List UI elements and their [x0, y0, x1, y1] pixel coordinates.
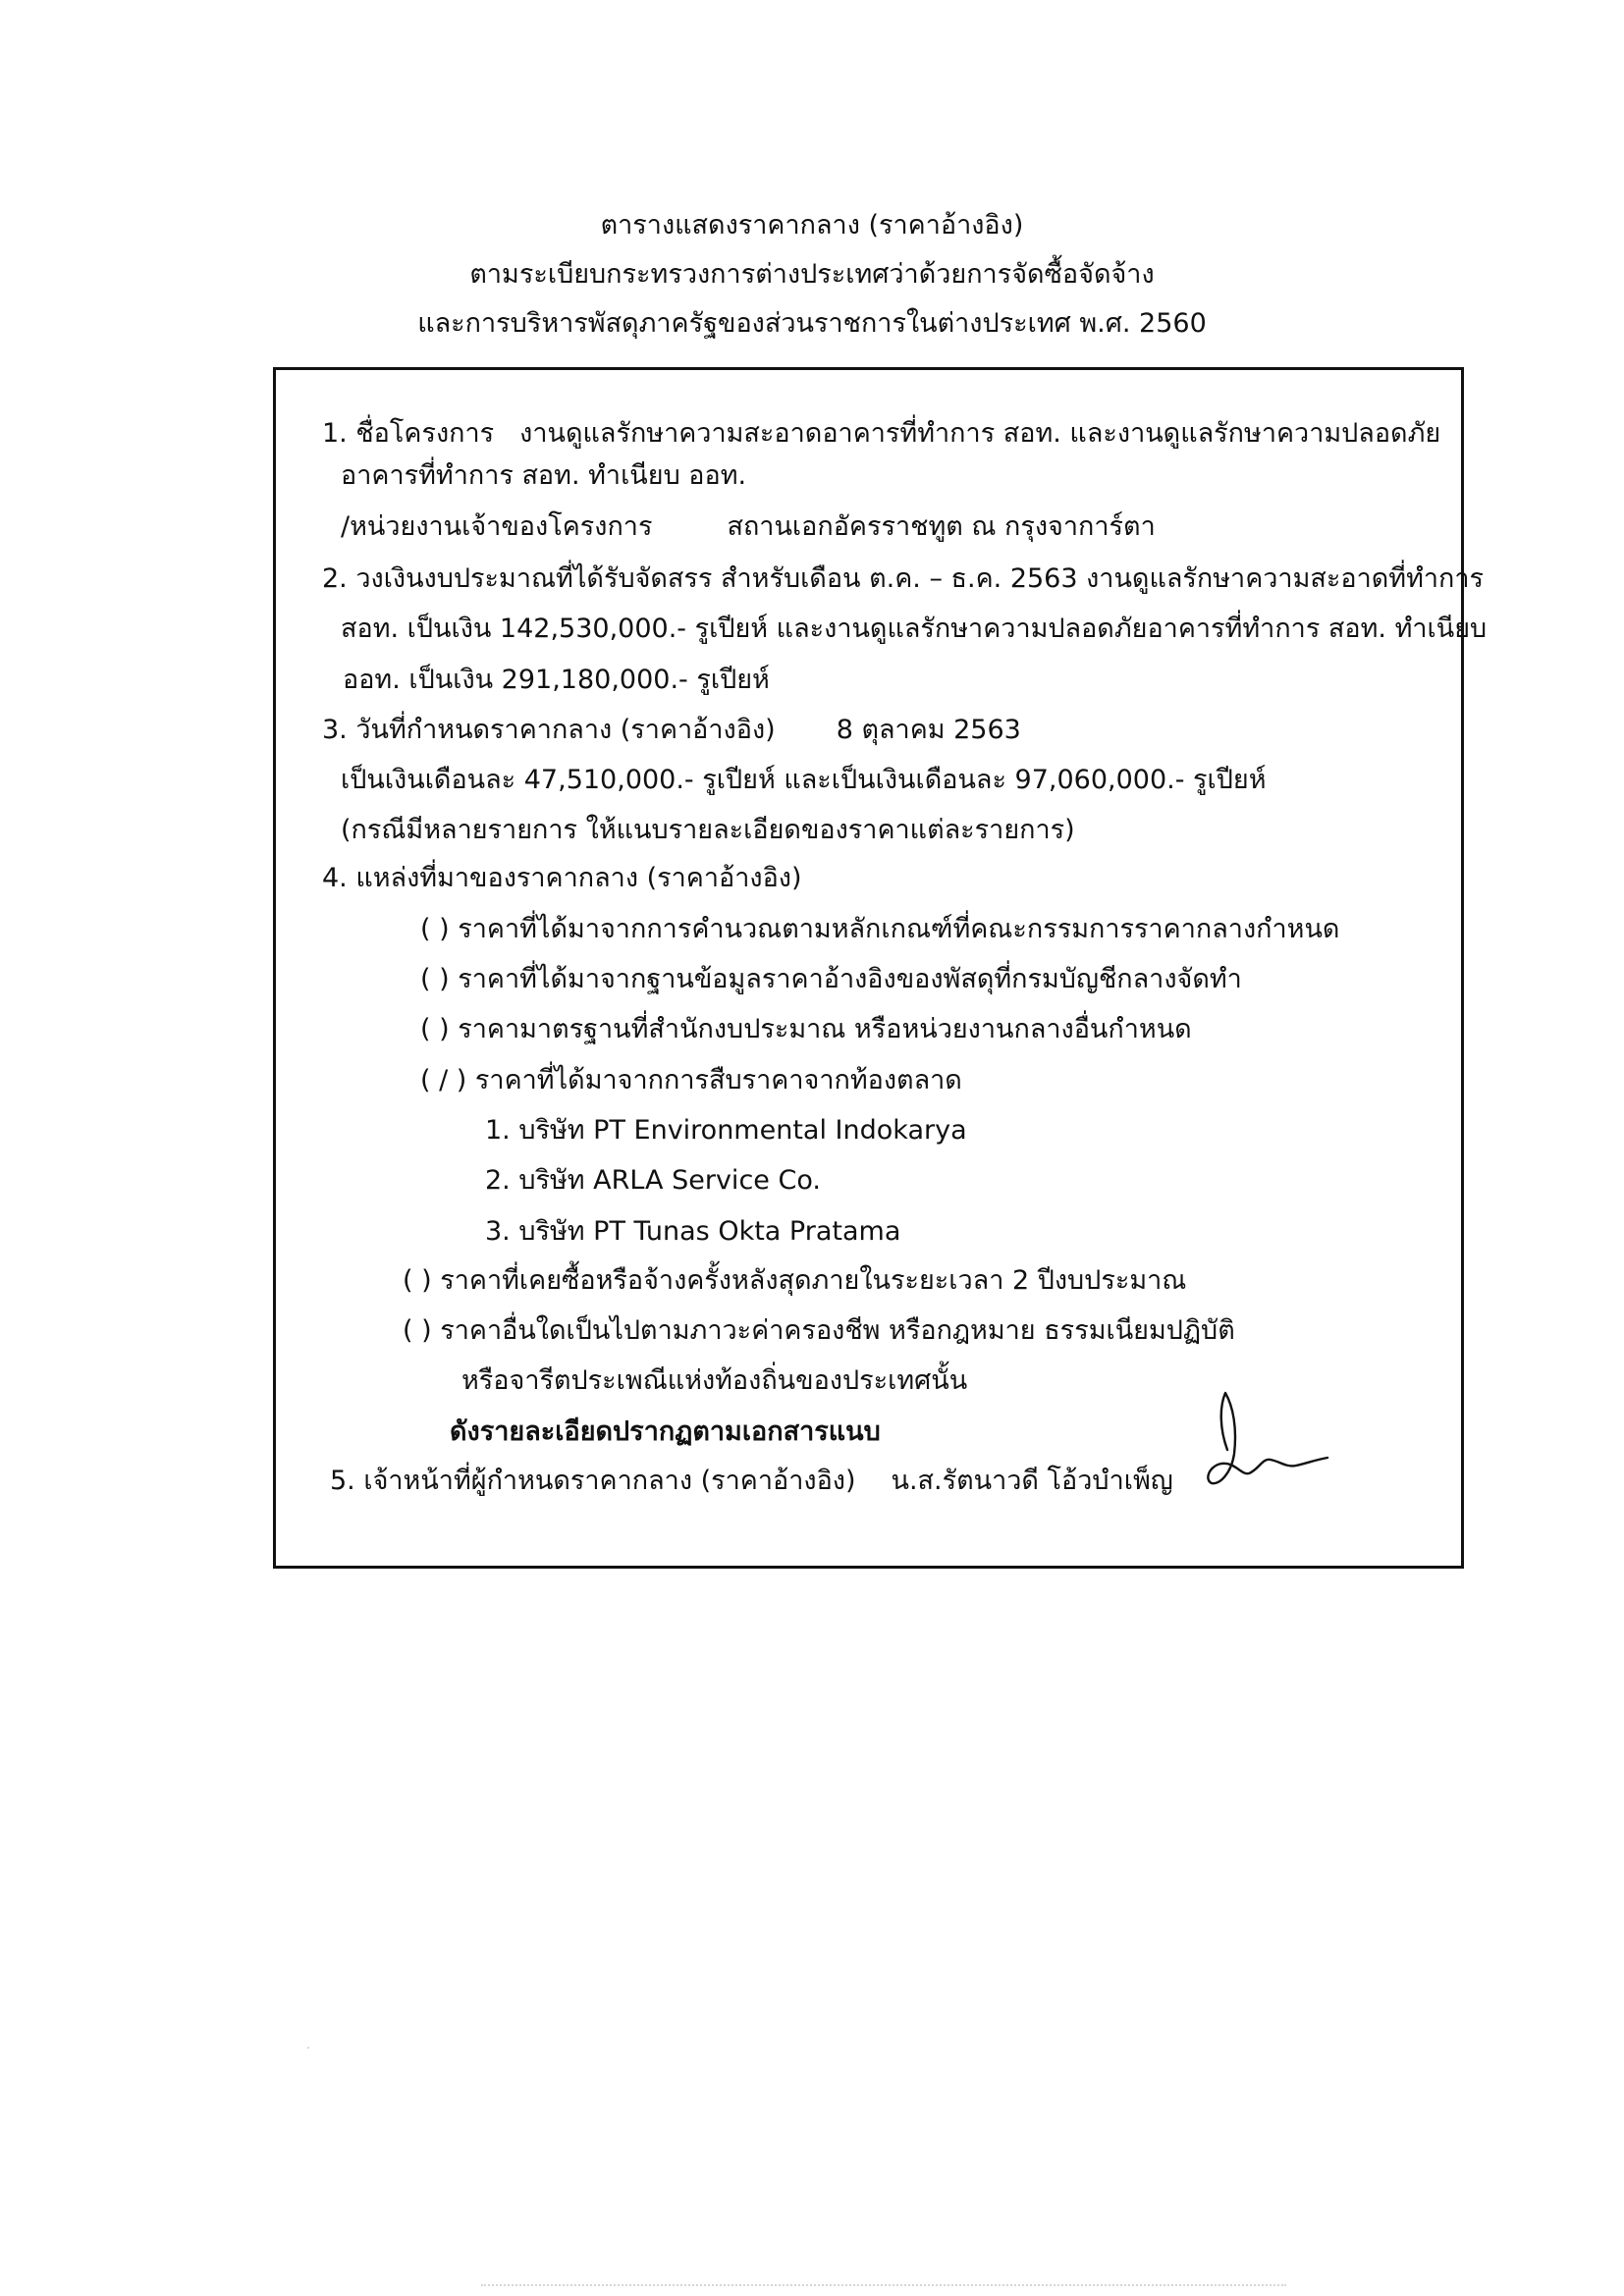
scan-artifact-line: [481, 2284, 1286, 2286]
item1-agency-line: [341, 507, 1156, 547]
item4-option-3: ( ) ราคามาตรฐานที่สำนักงบประมาณ หรือหน่วยงานกลางอื่นกำหนด: [420, 1014, 1192, 1044]
item5-line: [330, 1462, 1173, 1501]
item4-option-1: ( ) ราคาที่ได้มาจากการคำนวณตามหลักเกณฑ์ที่คณะกรรมการราคากลางกำหนด: [420, 914, 1340, 944]
item3-date: 8 ตุลาคม 2563: [836, 715, 1021, 745]
item3-line1: [322, 711, 1021, 750]
item4-company-3: 3. บริษัท PT Tunas Okta Pratama: [485, 1216, 901, 1247]
item4-option-6-cont: หรือจารีตประเพณีแห่งท้องถิ่นของประเทศนั้น: [461, 1365, 968, 1396]
header-regulation: ตามระเบียบกระทรวงการต่างประเทศว่าด้วยการจัดซื้อจัดจ้าง: [469, 259, 1155, 290]
item4-option-6: ( ) ราคาอื่นใดเป็นไปตามภาวะค่าครองชีพ หรือกฎหมาย ธรรมเนียมปฏิบัติ: [403, 1315, 1235, 1346]
item4-company-1: 1. บริษัท PT Environmental Indokarya: [485, 1115, 967, 1146]
signature-mark: [1190, 1389, 1337, 1497]
item1-line1: [322, 414, 1440, 454]
item4-details-note: ดังรายละเอียดปรากฏตามเอกสารแนบ: [450, 1416, 881, 1447]
item1-agency-value: สถานเอกอัครราชทูต ณ กรุงจาการ์ตา: [727, 511, 1156, 542]
item3-line3: (กรณีมีหลายรายการ ให้แนบรายละเอียดของราคาแต่ละรายการ): [341, 815, 1075, 845]
item3-line2: เป็นเงินเดือนละ 47,510,000.- รูเปียห์ และเป็นเงินเดือนละ 97,060,000.- รูเปียห์: [341, 765, 1267, 795]
item1-project-name-cont: อาคารที่ทำการ สอท. ทำเนียบ ออท.: [341, 460, 747, 491]
item4-option-5: ( ) ราคาที่เคยซื้อหรือจ้างครั้งหลังสุดภายในระยะเวลา 2 ปีงบประมาณ: [403, 1265, 1187, 1296]
item4-company-2: 2. บริษัท ARLA Service Co.: [485, 1165, 821, 1196]
item1-label: 1. ชื่อโครงการ: [322, 418, 495, 449]
item2-line1: 2. วงเงินงบประมาณที่ได้รับจัดสรร สำหรับเดือน ต.ค. – ธ.ค. 2563 งานดูแลรักษาความสะอาดที่ทำการ: [322, 563, 1485, 594]
item4-option-4: ( / ) ราคาที่ได้มาจากการสืบราคาจากท้องตลาด: [420, 1065, 962, 1095]
header-title: ตารางแสดงราคากลาง (ราคาอ้างอิง): [600, 210, 1024, 240]
scan-speck: [307, 2047, 309, 2049]
item3-label: 3. วันที่กำหนดราคากลาง (ราคาอ้างอิง): [322, 715, 776, 745]
item5-label: 5. เจ้าหน้าที่ผู้กำหนดราคากลาง (ราคาอ้างอิง): [330, 1466, 856, 1496]
item1-project-name: งานดูแลรักษาความสะอาดอาคารที่ทำการ สอท. และงานดูแลรักษาความปลอดภัย: [519, 418, 1441, 449]
header-regulation-cont: และการบริหารพัสดุภาครัฐของส่วนราชการในต่างประเทศ พ.ศ. 2560: [417, 308, 1207, 339]
item2-line3: ออท. เป็นเงิน 291,180,000.- รูเปียห์: [343, 665, 770, 695]
item5-officer-name: น.ส.รัตนาวดี โอ้วบำเพ็ญ: [891, 1466, 1173, 1496]
document-header: [0, 201, 1624, 348]
item4-option-2: ( ) ราคาที่ได้มาจากฐานข้อมูลราคาอ้างอิงของพัสดุที่กรมบัญชีกลางจัดทำ: [420, 964, 1242, 994]
item2-line2: สอท. เป็นเงิน 142,530,000.- รูเปียห์ และงานดูแลรักษาความปลอดภัยอาคารที่ทำการ สอท. ทำเนียบ: [341, 614, 1488, 644]
item1-agency-label: /หน่วยงานเจ้าของโครงการ: [341, 511, 653, 542]
item4-label: 4. แหล่งที่มาของราคากลาง (ราคาอ้างอิง): [322, 863, 802, 893]
